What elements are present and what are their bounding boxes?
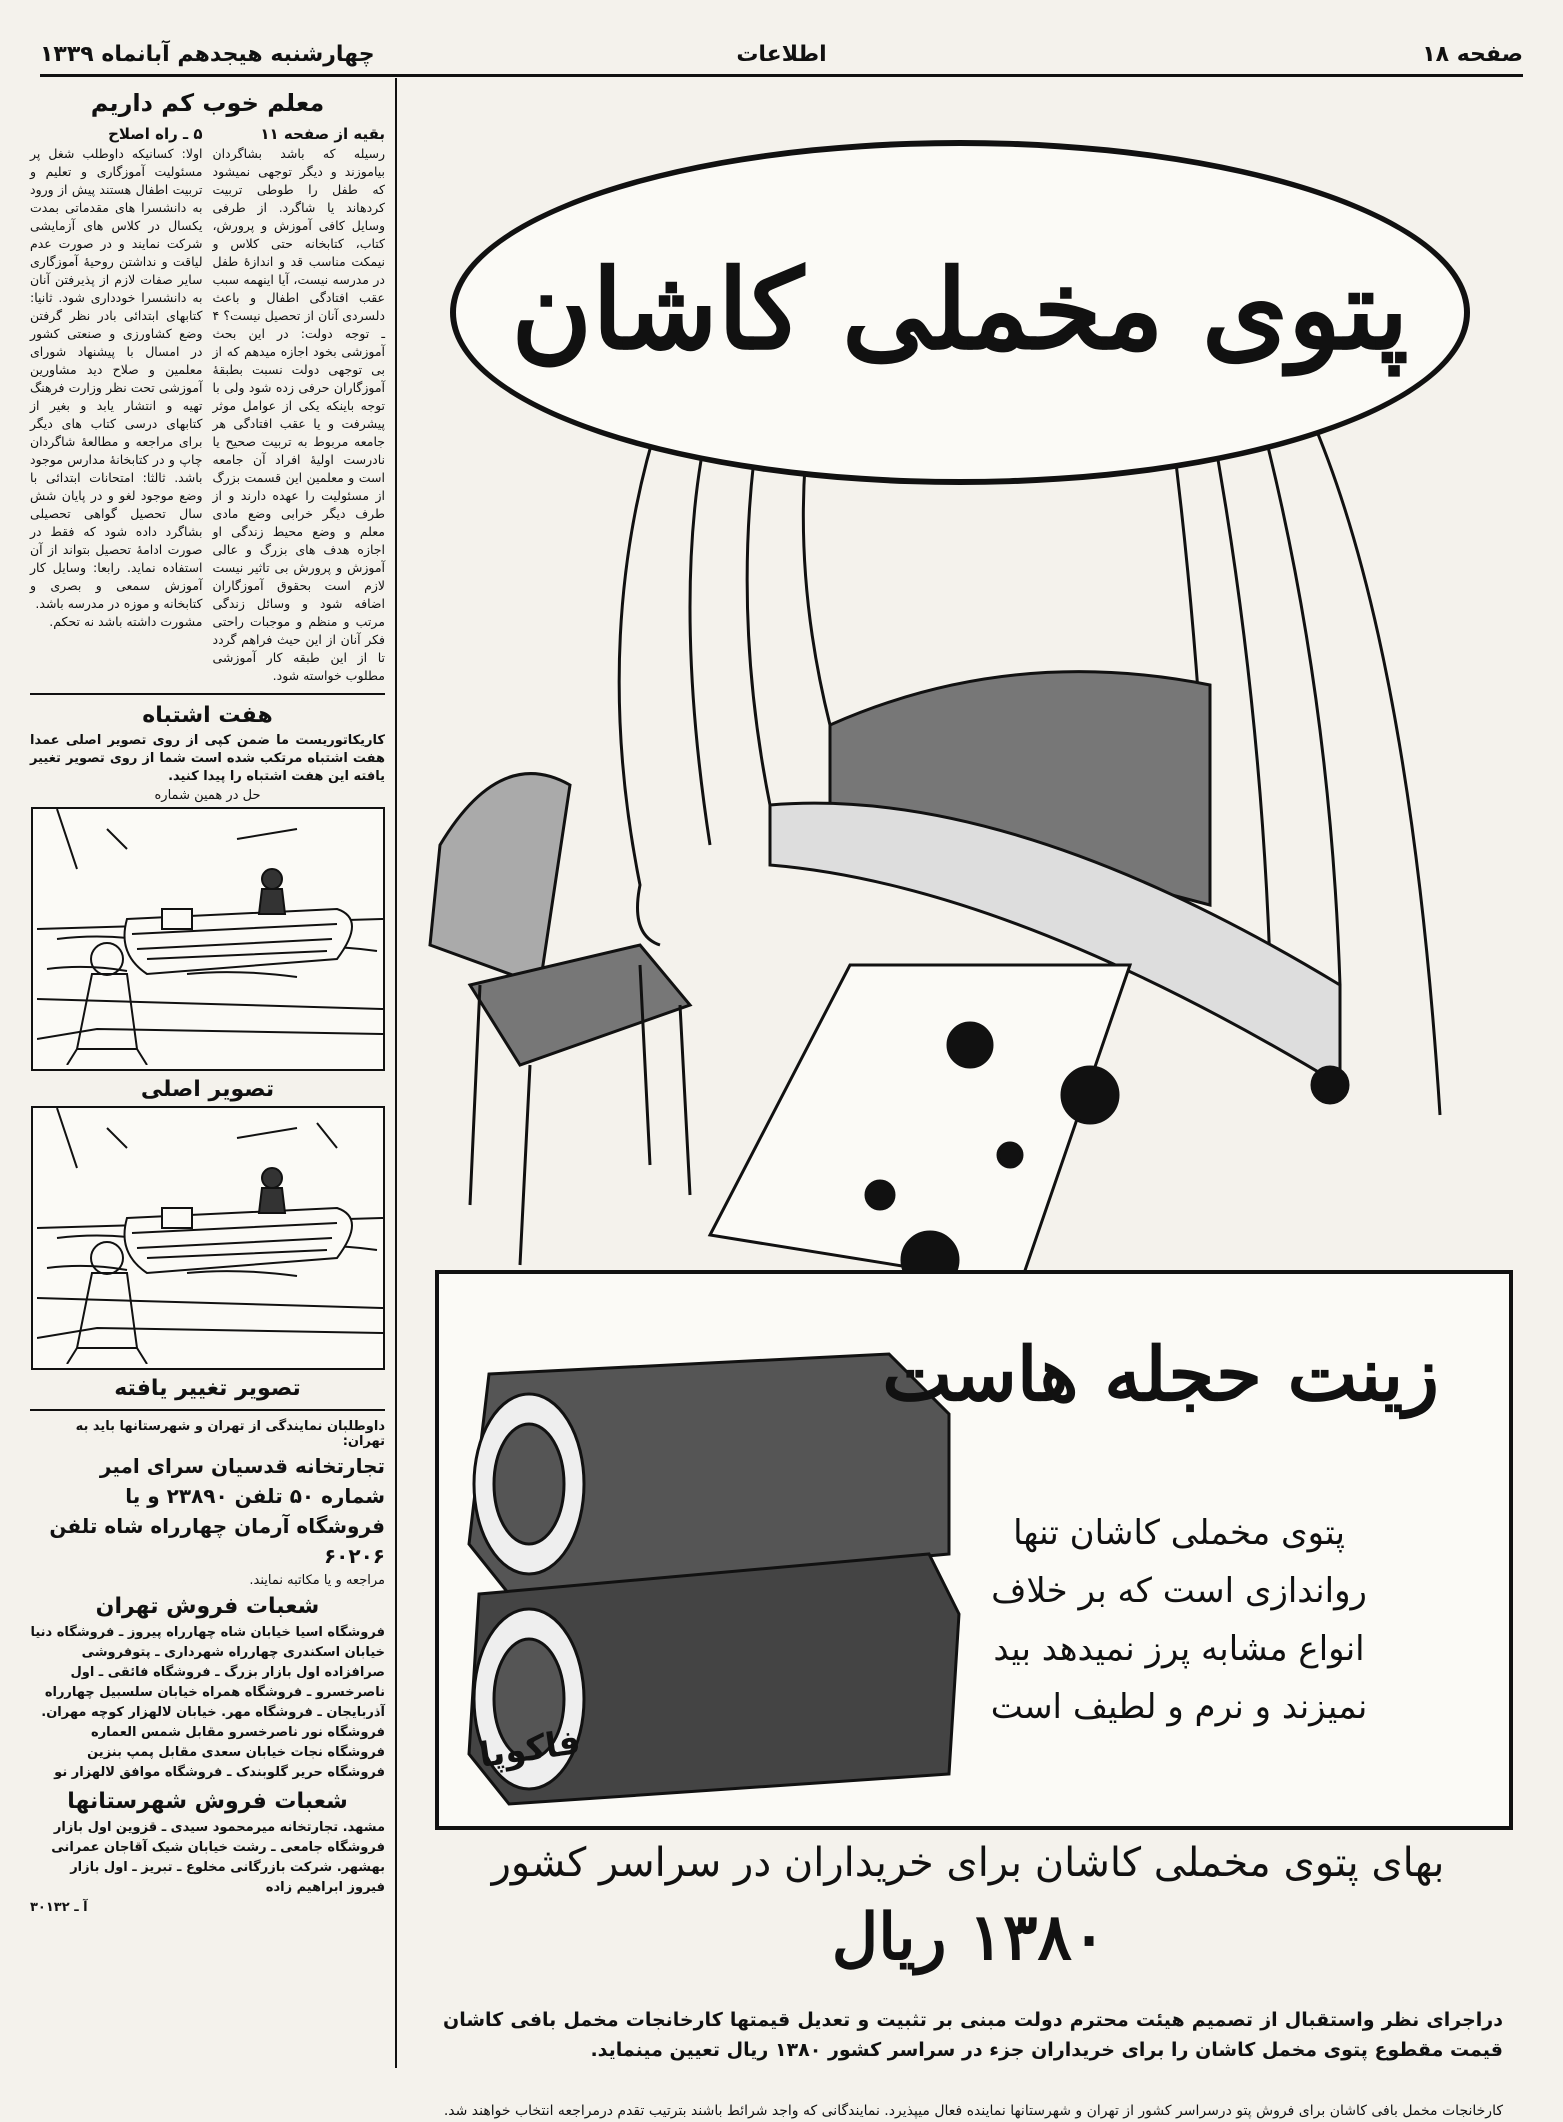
page-number: صفحه ۱۸: [1422, 42, 1523, 67]
description-line: انواع مشابه پرز نمیدهد بید: [993, 1629, 1365, 1669]
description-line: نمیزند و نرم و لطیف است: [990, 1687, 1368, 1727]
section-heading: ۵ ـ راه اصلاح: [108, 125, 203, 143]
article-text-2: اولا: کسانیکه داوطلب شغل پر مسئولیت آموزگاری و تعلیم و تربیت اطفال هستند پیش از ورود به دانشسرا های مقدماتی بمدت یکسال در کلاس های آزمایشی شرکت نمایند و در صورت عدم لیاقت و نداشتن روحیهٔ آموزگاری سایر صفات لازم از پذیرفتن آنان به دانشسرا خودداری شود. ثانیا: کتابهای ابتدائی بادر نظر گرفتن وضع کشاورزی و صنعتی کشور در امسال با پیشنهاد شورای معلمین و صلاح دید مشاورین آموزشی تحت نظر وزارت فرهنگ تهیه و انتشار یابد و بغیر از کتابهای درسی کتاب های دیگر برای مراجعه و مطالعهٔ شاگردان چاپ و در کتابخانهٔ مدارس موجود باشد. ثالثا: امتحانات ابتدائی با وضع موجود لغو و در پایان شش سال تحصیل گواهی تحصیلی بشاگرد داده شود که فقط در صورت ادامهٔ تحصیل بتواند از آن استفاده نماید. رابعا: وسایل کار آموزش سمعی و بصری و کتابخانه و موزه در مدرسه باشد.: [30, 146, 203, 611]
cartoon-changed: [31, 807, 385, 1071]
divider-2: [30, 1409, 385, 1411]
solution-note: حل در همین شماره: [154, 788, 261, 803]
column-rule: [395, 78, 397, 2068]
cartoon-drawing: [37, 809, 383, 1065]
ad-description: [909, 1504, 1449, 1736]
left-column: [30, 85, 385, 2068]
provinces-title: شعبات فروش شهرستانها: [67, 1789, 348, 1814]
newspaper-name: اطلاعات: [736, 42, 827, 67]
continued-label: بقیه از صفحه ۱۱: [260, 125, 385, 143]
puzzle-title: هفت اشتباه: [142, 703, 273, 728]
caption-original: تصویر اصلی: [140, 1077, 275, 1102]
main-store: تجارتخانه قدسیان سرای امیر شماره ۵۰ تلفن ۲۳۸۹۰ و یا فروشگاه آرمان چهارراه شاه تلفن ۶۰۲۰۶: [49, 1454, 385, 1568]
main-store-note: مراجعه و یا مکاتبه نمایند.: [249, 1573, 385, 1588]
tehran-branches-title: شعبات فروش تهران: [95, 1594, 320, 1619]
page-header: [40, 38, 1523, 77]
description-line: پتوی مخملی کاشان تنها: [1013, 1513, 1345, 1553]
title-oval-wrap: [450, 140, 1470, 485]
tehran-branches-list: فروشگاه اسیا خیابان شاه چهارراه پیروز ـ فروشگاه دنیا خیابان اسکندری چهارراه شهرداری ـ پتوفروشی صرافزاده اول بازار بزرگ ـ فروشگاه فائقی ـ اول ناصرخسرو ـ فروشگاه همراه خیابان سلسبیل چهارراه آذربایجان ـ فروشگاه مهر. خیابان لالهزار کوچه مهران. فروشگاه نور ناصرخسرو مقابل شمس العماره فروشگاه نجات خیابان سعدی مقابل پمپ بنزین فروشگاه حریر گلوبندک ـ فروشگاه موافق لالهزار نو: [30, 1625, 385, 1780]
price: ۱۳۸۰ ریال: [831, 1900, 1107, 1975]
issue-date: چهارشنبه هیجدهم آبانماه ۱۳۳۹: [40, 42, 375, 67]
ad-code: آ ـ ۳۰۱۳۲: [30, 1900, 88, 1915]
ad-title: پتوی مخملی کاشان: [511, 245, 1409, 374]
cartoon-original: [31, 1106, 385, 1370]
article-body: [30, 123, 385, 685]
cartoon-drawing-original: [37, 1108, 383, 1364]
caption-changed: تصویر تغییر یافته: [114, 1376, 301, 1401]
product-box: [435, 1270, 1513, 1830]
maker-signature: فاکوپا: [476, 1722, 583, 1776]
puzzle-text: کاریکاتوریست ما ضمن کپی از روی تصویر اصلی عمدا هفت اشتباه مرتکب شده است شما از روی تصویر تغییر یافته این هفت اشتباه را پیدا کنید.: [30, 733, 385, 784]
article-text-1: رسیله که باشد بشاگردان بیاموزند و دیگر توجهی نمیشود که طفل را طوطی تربیت کردهاند یا شاگرد. از طرفی وسایل کافی آموزش و پرورش، کتاب، کتابخانه حتی کلاس و نیمکت مناسب قد و اندازهٔ طفل در مدرسه نیست، آیا اینهمه سبب عقب افتادگی اطفال و باعث دلسردی آنان از تحصیل نیست؟ ۴ ـ توجه دولت: در این بحث آموزشی بخود اجازه میدهم که از بی توجهی دولت نسبت بطبقهٔ آموزگاران حرفی زده شود ولی با توجه باینکه یکی از عوامل موثر پیشرفت و یا عقب افتادگی هر جامعه مربوط به تربیت صحیح یا نادرست اولیهٔ افراد آن جامعه است و معلمین این قسمت بزرگ از مسئولیت را عهده دارند و از طرف دیگر خرابی وضع مادی معلم و وضع محیط زندگی او اجازه هدف های بزرگ و عالی آموزش و پرورش بی تاثیر نیست لازم است بحقوق آموزگاران اضافه شود و وسائل زندگی مرتب و منظم و موجبات راحتی فکر آنان از این حیث فراهم گردد تا از این طبقه کار آموزشی مطلوب خواسته شود.: [212, 146, 385, 683]
divider: [30, 693, 385, 695]
blanket-advertisement: [410, 85, 1528, 2119]
article-closing: مشورت داشته باشد نه تحکم.: [49, 614, 203, 629]
price-line: بهای پتوی مخملی کاشان برای خریداران در سراسر کشور: [491, 1840, 1445, 1886]
article-title: معلم خوب کم داریم: [90, 89, 325, 117]
provinces-list: مشهد. تجارتخانه میرمحمود سیدی ـ قزوین اول بازار فروشگاه جامعی ـ رشت خیابان شیک آقاجان عمرانی بهشهر. شرکت بازرگانی مخلوع ـ تبریز ـ اول بازار فیروز ابراهیم زاده: [51, 1820, 385, 1895]
ad-note: کارخانجات مخمل بافی کاشان برای فروش پتو درسراسر کشور از تهران و شهرستانها نماینده فعال میپذیرد. نمایندگانی که واجد شرائط باشند بترتیب تقدم درمراجعه انتخاب خواهند شد.: [443, 2103, 1503, 2119]
description-line: رواندازی است که بر خلاف: [991, 1571, 1367, 1611]
stores-intro: داوطلبان نمایندگی از تهران و شهرستانها باید به تهران:: [75, 1419, 385, 1449]
ad-paragraph: دراجرای نظر واستقبال از تصمیم هیئت محترم دولت مبنی بر تثبیت و تعدیل قیمتها کارخانجات مخمل بافی کاشان قیمت مقطوع پتوی مخمل کاشان را برای خریداران جزء در سراسر کشور ۱۳۸۰ ریال تعیین مینماید.: [443, 2009, 1503, 2061]
ad-slogan: زینت حجله هاست: [882, 1332, 1439, 1418]
